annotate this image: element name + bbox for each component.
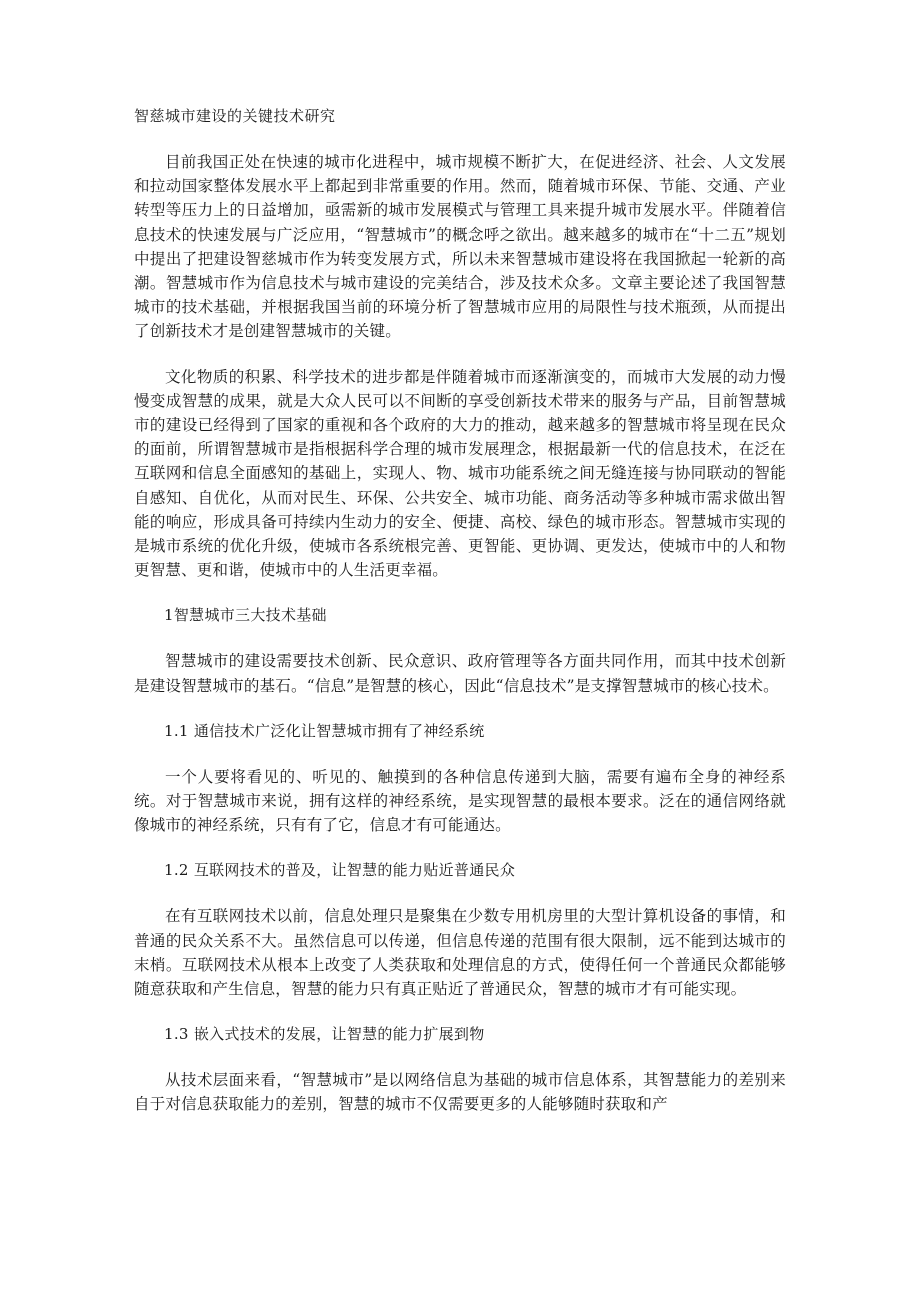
- paragraph-section-1: 智慧城市的建设需要技术创新、民众意识、政府管理等各方面共同作用，而其中技术创新是建设智慧城市的基石。“信息”是智慧的核心，因此“信息技术”是支撑智慧城市的核心技术。: [134, 652, 786, 695]
- paragraph-section-1-1: 一个人要将看见的、听见的、触摸到的各种信息传递到大脑，需要有遍布全身的神经系统。对于智慧城市来说，拥有这样的神经系统，是实现智慧的最根本要求。泛在的通信网络就像城市的神经系统，只有有了它，信息才有可能通达。: [134, 767, 786, 835]
- section-heading-1-1: 1.1 通信技术广泛化让智慧城市拥有了神经系统: [164, 721, 485, 740]
- section-heading-1-2: 1.2 互联网技术的普及，让智慧的能力贴近普通民众: [164, 861, 516, 880]
- section-heading-1-3: 1.3 嵌入式技术的发展，让智慧的能力扩展到物: [164, 1025, 485, 1044]
- section-heading-1: 1智慧城市三大技术基础: [164, 606, 327, 625]
- paragraph-definition: 文化物质的积累、科学技术的进步都是伴随着城市而逐渐演变的，而城市大发展的动力慢慢变成智慧的成果，就是大众人民可以不间断的享受创新技术带来的服务与产品，目前智慧城市的建设已经得到了国家的重视和各个政府的大力的推动，越来越多的智慧城市将呈现在民众的面前，所谓智慧城市是指根据科学合理的城市发展理念，根据最新一代的信息技术，在泛在互联网和信息全面感知的基础上，实现人、物、城市功能系统之间无缝连接与协同联动的智能自感知、自优化，从而对民生、环保、公共安全、城市功能、商务活动等多种城市需求做出智能的响应，形成具备可持续内生动力的安全、便捷、高校、绿色的城市形态。智慧城市实现的是城市系统的优化升级，使城市各系统根完善、更智能、更协调、更发达，使城市中的人和物更智慧、更和谐，使城市中的人生活更幸福。: [134, 367, 786, 580]
- paragraph-section-1-2: 在有互联网技术以前，信息处理只是聚集在少数专用机房里的大型计算机设备的事情，和普通的民众关系不大。虽然信息可以传递，但信息传递的范围有很大限制，远不能到达城市的末梢。互联网技术从根本上改变了人类获取和处理信息的方式，使得任何一个普通民众都能够随意获取和产生信息，智慧的能力只有真正贴近了普通民众，智慧的城市才有可能实现。: [134, 907, 786, 999]
- document-page: [134, 104, 786, 1138]
- paragraph-section-1-3: 从技术层面来看，“智慧城市”是以网络信息为基础的城市信息体系，其智慧能力的差别来自于对信息获取能力的差别，智慧的城市不仅需要更多的人能够随时获取和产: [134, 1071, 786, 1114]
- document-title: 智慈城市建设的关键技术研究: [134, 107, 336, 125]
- paragraph-intro: 目前我国正处在快速的城市化进程中，城市规模不断扩大，在促进经济、社会、人文发展和拉动国家整体发展水平上都起到非常重要的作用。然而，随着城市环保、节能、交通、产业转型等压力上的日益增加，亟需新的城市发展模式与管理工具来提升城市发展水平。伴随着信息技术的快速发展与广泛应用，“智慧城市”的概念呼之欲出。越来越多的城市在“十二五”规划中提出了把建设智慈城市作为转变发展方式，所以未来智慧城市建设将在我国掀起一轮新的高潮。智慧城市作为信息技术与城市建设的完美结合，涉及技术众多。文章主要论述了我国智慧城市的技术基础，并根据我国当前的环境分析了智慧城市应用的局限性与技术瓶颈，从而提出了创新技术才是创建智慧城市的关键。: [134, 153, 786, 341]
